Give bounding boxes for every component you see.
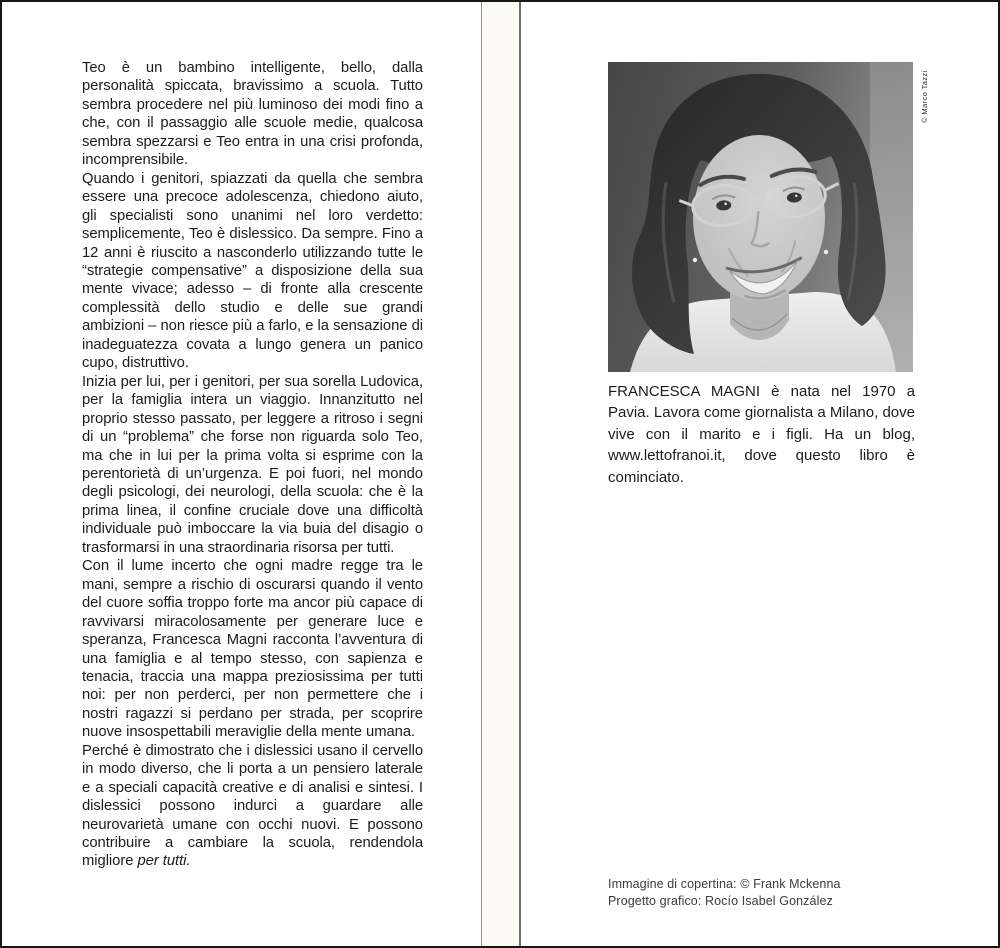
synopsis-paragraph: Teo è un bambino intelligente, bello, dalla personalità spiccata, bravissimo a scuola. Tutto sembra procedere nel più luminoso dei modi fino a che, con il passaggio alle scuole medie, qualcosa sembra spezzarsi e Teo entra in una crisi profonda, incomprensibile. (82, 60, 423, 169)
author-bio (608, 381, 915, 488)
photo-credit-text: © Marco Tazzi (920, 70, 929, 123)
synopsis-paragraph: Inizia per lui, per i genitori, per sua sorella Ludovica, per la famiglia intera un viaggio. Innanzitutto nel proprio stesso passato, per leggere a ritroso i segni di un “problema” che forse non riguarda solo Teo, ma che in lui per la prima volta si esprime con la perentorietà di un’urgenza. E poi fuori, nel mondo degli psicologi, dei neurologi, della scuola: che è la prima linea, il confine cruciale dove una difficoltà individuale può imboccare la via buia del disagio o trasformarsi in una straordinaria risorsa per tutti. (82, 373, 423, 556)
author-name: FRANCESCA MAGNI (608, 383, 760, 400)
colophon-credits (608, 876, 938, 910)
earring (693, 258, 697, 262)
earring (824, 250, 828, 254)
italic-phrase: per tutti. (137, 853, 191, 870)
synopsis-paragraph: Con il lume incerto che ogni madre regge tra le mani, sempre a rischio di oscurarsi quando il vento del cuore soffia troppo forte ma ancor più capace di ravvivarsi miracolosamente per generare luce e speranza, Francesca Magni racconta l’avventura di una famiglia e al tempo stesso, con sapienza e tenacia, traccia una mappa preziosissima per tutti noi: per non perderci, per non permettere che i nostri ragazzi si perdano per strada, per scoprire nuove insospettabili meraviglie della mente umana. (82, 558, 423, 741)
photo-credit (919, 65, 932, 123)
credit-line: Immagine di copertina: © Frank Mckenna (608, 877, 841, 891)
author-portrait-illustration (608, 62, 913, 372)
flap-synopsis (82, 59, 423, 871)
synopsis-paragraph: Perché è dimostrato che i dislessici usano il cervello in modo diverso, che li porta a un pensiero laterale e a speciali capacità creative e di analisi e sintesi. I dislessici possono indurci a guardare alle neurovarietà umane con occhi nuovi. E possono contribuire a cambiare la scuola, rendendola migliore per tutti. (82, 742, 423, 870)
spine-gutter (481, 2, 521, 946)
author-bio-text: è nata nel 1970 a Pavia. Lavora come giornalista a Milano, dove vive con il marito e i figli. Ha un blog, www.lettofranoi.it, dove questo libro è cominciato. (608, 383, 915, 486)
credit-line: Progetto grafico: Rocío Isabel González (608, 893, 833, 908)
synopsis-paragraph: Quando i genitori, spiazzati da quella che sembra essere una precoce adolescenza, chiedono aiuto, gli specialisti sono unanimi nel loro verdetto: semplicemente, Teo è dislessico. Da sempre. Fino a 12 anni è riuscito a nasconderlo utilizzando tutte le “strategie compensative” a disposizione della sua mente vivace; adesso – di fronte alla crescente complessità dello studio e delle sue grandi ambizioni – non riesce più a farlo, e la sensazione di inadeguatezza covata a lungo genera un panico cupo, distruttivo. (82, 170, 423, 372)
author-photo (608, 62, 913, 372)
